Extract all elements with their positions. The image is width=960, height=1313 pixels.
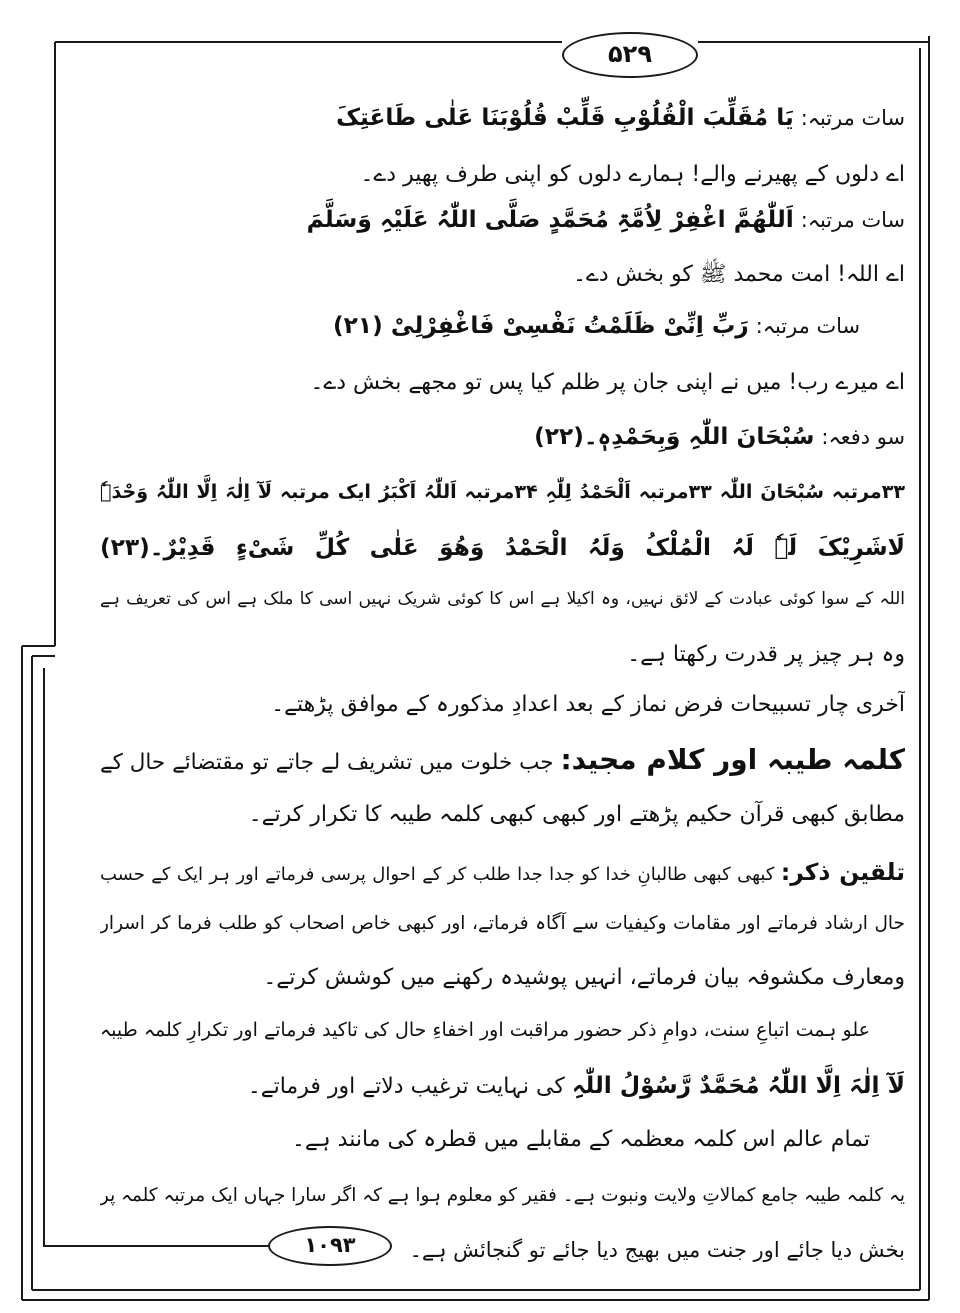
paragraph-text: حال ارشاد فرماتے اور مقامات وکیفیات سے آگاہ فرماتے، اور کبھی خاص اصحاب کو طلب فرما کر اسرار bbox=[100, 913, 905, 934]
dua-arabic-text: یَا مُقَلِّبَ الْقُلُوْبِ قَلِّبْ قُلُوْبَنَا عَلٰی طَاعَتِکَ bbox=[336, 104, 794, 131]
dua-line bbox=[100, 469, 905, 515]
paragraph-line bbox=[100, 1173, 905, 1219]
paragraph-text: علو ہمت اتباعِ سنت، دوامِ ذکر حضور مراقبت اور اخفاءِ حال کی تاکید فرماتے اور تکرارِ کلمہ طیبہ bbox=[100, 1019, 870, 1041]
translation-text: اللہ کے سوا کوئی عبادت کے لائق نہیں، وہ اکیلا ہے اس کا کوئی شریک نہیں اسی کا ملک ہے اس کی تعریف ہے bbox=[100, 589, 905, 609]
paragraph-line bbox=[100, 901, 905, 947]
translation-line bbox=[100, 576, 905, 622]
paragraph-text: ومعارف مکشوفہ بیان فرماتے، انہیں پوشیدہ رکھنے میں کوشش کرتے۔ bbox=[263, 965, 905, 990]
paragraph-line bbox=[100, 955, 905, 1001]
dua-arabic-text: ۳۳مرتبہ سُبْحَانَ اللّٰہ ۳۳مرتبہ اَلْحَمْدُ لِلّٰہِ ۳۴مرتبہ اَللّٰہُ اَکْبَرُ ایک مرتبہ لَآ اِلٰہَ اِلَّا اللّٰہُ وَحْدَہٗ bbox=[100, 481, 905, 503]
dua-line bbox=[100, 525, 905, 571]
translation-text: اے میرے رب! میں نے اپنی جان پر ظلم کیا پس تو مجھے بخش دے۔ bbox=[310, 370, 905, 395]
translation-line bbox=[100, 152, 905, 198]
page-number-top: ۵۲۹ bbox=[562, 32, 698, 78]
dua-arabic-text: اَللّٰھُمَّ اغْفِرْ لِاُمَّۃِ مُحَمَّدٍ صَلَّی اللّٰہُ عَلَیْہِ وَسَلَّمَ bbox=[306, 206, 794, 233]
paragraph-text: تمام عالم اس کلمہ معظمہ کے مقابلے میں قطرہ کی مانند ہے۔ bbox=[292, 1127, 870, 1152]
dua-count-label: سات مرتبہ: bbox=[800, 106, 905, 130]
paragraph-text: مطابق کبھی قرآن حکیم پڑھتے اور کبھی کبھی کلمہ طیبہ کا تکرار کرتے۔ bbox=[248, 802, 905, 827]
dua-line bbox=[100, 197, 905, 243]
dua-arabic-text: لَاشَرِیْکَ لَہٗ لَہُ الْمُلْکُ وَلَہُ الْحَمْدُ وَھُوَ عَلٰی کُلِّ شَیْءٍ قَدِیْرٌ۔(۲۳) bbox=[100, 534, 905, 561]
paragraph-line bbox=[100, 682, 905, 728]
paragraph-line bbox=[100, 1007, 870, 1053]
kalima-arabic-text: لَآ اِلٰہَ اِلَّا اللّٰہُ مُحَمَّدٌ رَّسُوْلُ اللّٰہِ bbox=[571, 1072, 905, 1099]
translation-text: وہ ہر چیز پر قدرت رکھتا ہے۔ bbox=[627, 642, 905, 667]
dua-line bbox=[100, 414, 905, 460]
paragraph-text: جب خلوت میں تشریف لے جاتے تو مقتضائے حال کے bbox=[100, 750, 554, 775]
paragraph-line bbox=[100, 1117, 870, 1163]
section-heading-talqeen: تلقین ذکر: bbox=[780, 858, 905, 886]
paragraph-line bbox=[100, 849, 905, 895]
paragraph-line bbox=[100, 1063, 905, 1109]
dua-count-label: سات مرتبہ: bbox=[755, 314, 860, 338]
dua-arabic-text: سُبْحَانَ اللّٰہِ وَبِحَمْدِہٖ۔(۲۲) bbox=[534, 423, 815, 450]
paragraph-line bbox=[405, 1227, 905, 1273]
paragraph-line bbox=[100, 792, 905, 838]
paragraph-text: کبھی کبھی طالبانِ خدا کو جدا جدا طلب کر کے احوال پرسی فرماتے اور ہر ایک کے حسب bbox=[100, 864, 775, 885]
dua-line bbox=[100, 95, 905, 141]
paragraph-text: کی نہایت ترغیب دلاتے اور فرماتے۔ bbox=[247, 1074, 565, 1099]
dua-line bbox=[100, 303, 860, 349]
paragraph-text: آخری چار تسبیحات فرض نماز کے بعد اعدادِ مذکورہ کے موافق پڑھتے۔ bbox=[271, 692, 905, 717]
translation-text: اے دلوں کے پھیرنے والے! ہمارے دلوں کو اپنی طرف پھیر دے۔ bbox=[360, 162, 905, 187]
page-number-bottom: ۱۰۹۳ bbox=[268, 1226, 392, 1266]
dua-count-label: سات مرتبہ: bbox=[800, 208, 905, 232]
dua-arabic-text: رَبِّ اِنِّیْ ظَلَمْتُ نَفْسِیْ فَاغْفِرْلِیْ (۲۱) bbox=[332, 312, 749, 339]
translation-line bbox=[100, 632, 905, 678]
paragraph-line bbox=[100, 737, 905, 783]
paragraph-text: بخش دیا جائے اور جنت میں بھیج دیا جائے تو گنجائش ہے۔ bbox=[409, 1238, 905, 1262]
translation-line bbox=[100, 252, 905, 298]
translation-text: اے اللہ! امت محمد ﷺ کو بخش دے۔ bbox=[573, 262, 905, 287]
dua-count-label: سو دفعہ: bbox=[821, 425, 905, 449]
paragraph-text: یہ کلمہ طیبہ جامع کمالاتِ ولایت ونبوت ہے۔ فقیر کو معلوم ہوا ہے کہ اگر سارا جہاں ایک مرتبہ کلمہ پر bbox=[100, 1185, 905, 1206]
translation-line bbox=[100, 360, 905, 406]
section-heading-kalima: کلمہ طیبہ اور کلام مجید: bbox=[560, 743, 905, 776]
